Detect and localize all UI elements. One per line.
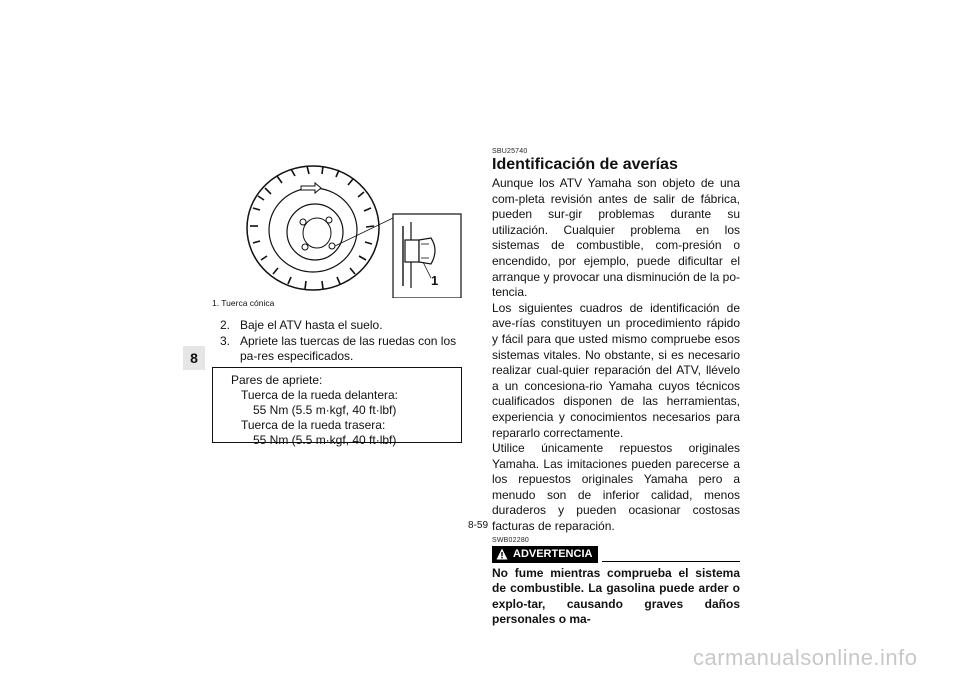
list-item — [220, 334, 466, 365]
warning-code: SWB02280 — [492, 536, 530, 544]
warning-label: ADVERTENCIA — [513, 548, 593, 561]
warning-rule — [602, 546, 740, 562]
list-item — [220, 318, 466, 334]
figure-caption: 1. Tuerca cónica — [212, 298, 275, 308]
paragraph: Los siguientes cuadros de identificación de ave-rías constituyen un procedimiento rápido y fácil para que usted mismo compruebe esos sistemas vitales. No obstante, si es necesario realizar cual-quier reparación del ATV, llévelo a un concesiona-rio Yamaha cuyos técnicos cualificados disponen de las herramientas, experiencia y conocimientos necesarios para repararlo correctamente. — [492, 300, 740, 440]
paragraph: Utilice únicamente repuestos originales Yamaha. Las imitaciones pueden parecerse a los repuestos originales Yamaha pero a menudo son de inferior calidad, menos duraderos y pueden ocasionar costosas facturas de reparación. — [492, 441, 740, 534]
step-text: Apriete las tuercas de las ruedas con los pa-res especificados. — [240, 333, 457, 363]
spec-title: Pares de apriete: — [231, 373, 323, 387]
torque-spec-box — [212, 367, 462, 447]
spec-rear-label: Tuerca de la rueda trasera: — [241, 418, 386, 432]
spec-front-label: Tuerca de la rueda delantera: — [241, 388, 398, 402]
spec-front-value: 55 Nm (5.5 m·kgf, 40 ft·lbf) — [253, 403, 397, 417]
step-number: 3. — [220, 333, 231, 348]
section-code: SBU25740 — [492, 148, 528, 155]
chapter-tab: 8 — [183, 346, 205, 370]
warning-badge — [492, 546, 598, 563]
page-number: 8-59 — [468, 520, 489, 531]
paragraph: Aunque los ATV Yamaha son objeto de una com-pleta revisión antes de salir de fábrica, pueden sur-gir problemas durante su utilización. Cualquier problema en los sistemas de combustible, com-presión o encendido, por ejemplo, puede dificultar el arranque y provocar una disminución de la po-tencia. — [492, 176, 740, 300]
spec-rear-value: 55 Nm (5.5 m·kgf, 40 ft·lbf) — [253, 433, 397, 447]
callout-number: 1 — [431, 273, 439, 288]
step-list — [220, 318, 466, 365]
warning-header — [492, 546, 740, 563]
warning-triangle-icon — [496, 548, 508, 560]
step-number: 2. — [220, 318, 231, 332]
watermark: carmanualsonline.info — [693, 645, 918, 670]
troubleshooting-section — [492, 148, 740, 628]
step-text: Baje el ATV hasta el suelo. — [240, 318, 383, 332]
wheel-figure — [245, 148, 465, 298]
section-title: Identificación de averías — [492, 156, 678, 173]
warning-text: No fume mientras comprueba el sistema de combustible. La gasolina puede arder o explo-tar, causando graves daños personales o ma- — [492, 565, 740, 627]
